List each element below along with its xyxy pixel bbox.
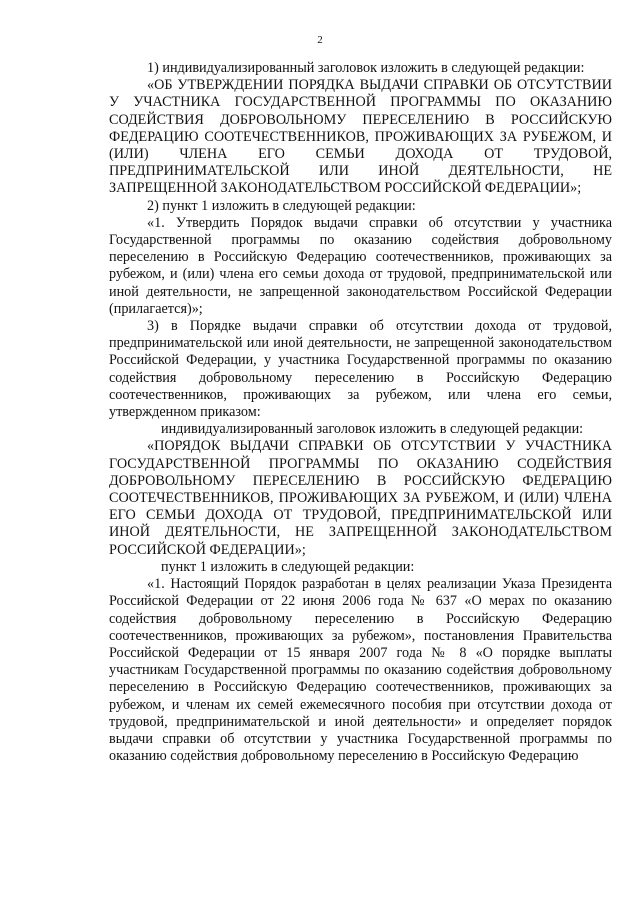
paragraph-point-3: 3) в Порядке выдачи справки об отсутствии дохода от трудовой, предпринимательской или иной деятельности, не запрещенной законодательством Российской Федерации, у участника Государственной программы по оказанию содействия добровольному переселению в Российскую Федерацию соотечественников, проживающих за рубежом, или члена его семьи, утвержденном приказом: xyxy=(109,318,612,421)
paragraph-new-heading: «ОБ УТВЕРЖДЕНИИ ПОРЯДКА ВЫДАЧИ СПРАВКИ ОБ ОТСУТСТВИИ У УЧАСТНИКА ГОСУДАРСТВЕННОЙ ПРОГРАММЫ ПО ОКАЗАНИЮ СОДЕЙСТВИЯ ДОБРОВОЛЬНОМУ ПЕРЕСЕЛЕНИЮ В РОССИЙСКУЮ ФЕДЕРАЦИЮ СООТЕЧЕСТВЕННИКОВ, ПРОЖИВАЮЩИХ ЗА РУБЕЖОМ, И (ИЛИ) ЧЛЕНА ЕГО СЕМЬИ ДОХОДА ОТ ТРУДОВОЙ, ПРЕДПРИНИМАТЕЛЬСКОЙ ИЛИ ИНОЙ ДЕЯТЕЛЬНОСТИ, НЕ ЗАПРЕЩЕННОЙ ЗАКОНОДАТЕЛЬСТВОМ РОССИЙСКОЙ ФЕДЕРАЦИИ»; xyxy=(109,77,612,197)
paragraph-heading-instruction: 1) индивидуализированный заголовок изложить в следующей редакции: xyxy=(147,60,585,76)
paragraph-procedure-heading: «ПОРЯДОК ВЫДАЧИ СПРАВКИ ОБ ОТСУТСТВИИ У УЧАСТНИКА ГОСУДАРСТВЕННОЙ ПРОГРАММЫ ПО ОКАЗАНИЮ СОДЕЙСТВИЯ ДОБРОВОЛЬНОМУ ПЕРЕСЕЛЕНИЮ В РОССИЙСКУЮ ФЕДЕРАЦИЮ СООТЕЧЕСТВЕННИКОВ, ПРОЖИВАЮЩИХ ЗА РУБЕЖОМ, И (ИЛИ) ЧЛЕНА ЕГО СЕМЬИ ДОХОДА ОТ ТРУДОВОЙ, ПРЕДПРИНИМАТЕЛЬСКОЙ ИЛИ ИНОЙ ДЕЯТЕЛЬНОСТИ, НЕ ЗАПРЕЩЕННОЙ ЗАКОНОДАТЕЛЬСТВОМ РОССИЙСКОЙ ФЕДЕРАЦИИ»; xyxy=(109,438,612,558)
paragraph-point-1-instruction: пункт 1 изложить в следующей редакции: xyxy=(161,558,415,575)
paragraph-point-2: 2) пункт 1 изложить в следующей редакции: xyxy=(147,197,416,214)
paragraph-point-1-text: «1. Утвердить Порядок выдачи справки об отсутствии у участника Государственной программы по оказанию содействия добровольному переселению в Российскую Федерацию соотечественников, проживающих за рубежом, и (или) члена его семьи дохода от трудовой, предпринимательской или иной деятельности, не запрещенной законодательством Российской Федерации (прилагается)»; xyxy=(109,214,612,317)
page-number: 2 xyxy=(317,34,323,46)
paragraph-heading-instruction-2: индивидуализированный заголовок изложить в следующей редакции: xyxy=(161,421,584,438)
paragraph-procedure-point-1: «1. Настоящий Порядок разработан в целях реализации Указа Президента Российской Федерации от 22 июня 2006 года № 637 «О мерах по оказанию содействия добровольному переселению в Российскую Федерацию соотечественников, проживающих за рубежом», постановления Правительства Российской Федерации от 15 января 2007 года № 8 «О порядке выплаты участникам Государственной программы по оказанию содействия добровольному переселению в Российскую Федерацию соотечественников, проживающих за рубежом, и членам их семей ежемесячного пособия при отсутствии дохода от трудовой, предпринимательской и иной деятельности» и определяет порядок выдачи справки об отсутствии у участника Государственной программы по оказанию содействия добровольному переселению в Российскую Федерацию xyxy=(109,576,612,765)
document-body xyxy=(109,60,612,765)
